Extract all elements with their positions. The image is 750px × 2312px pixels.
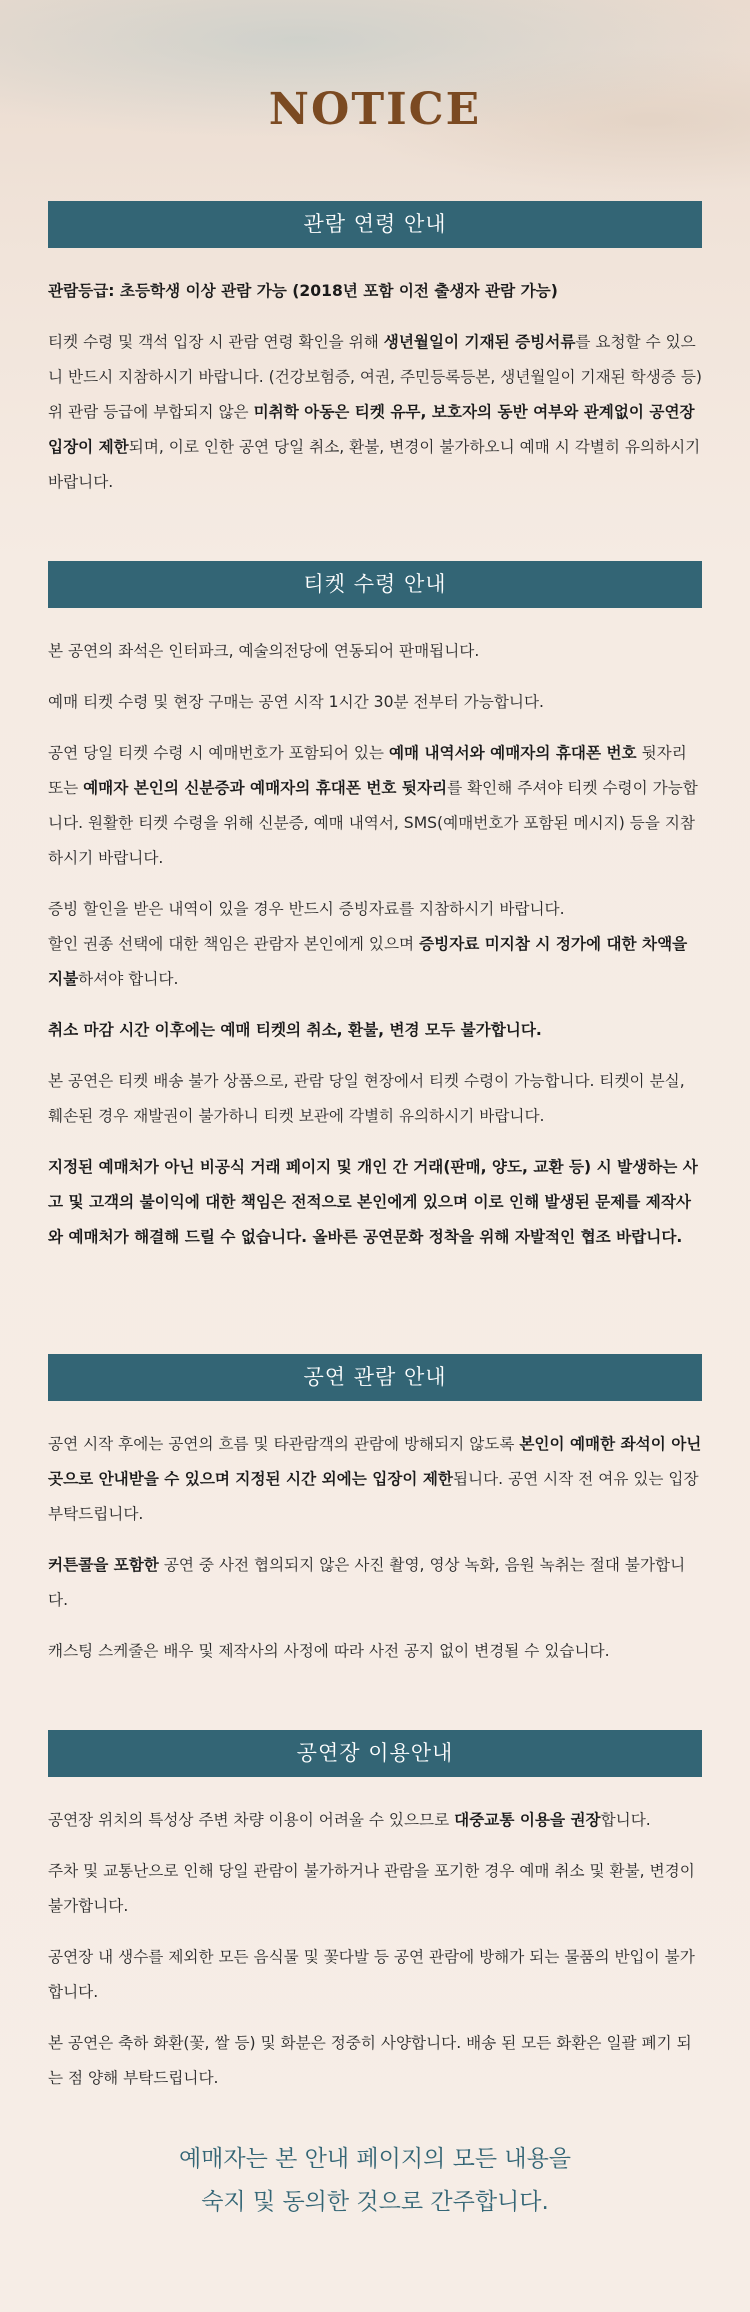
text-run: 를 확인해 주셔야 티켓 수령이 가능합니다. 원활한 티켓 수령을 위해 신분증, 예매 내역서, SMS(예매번호가 포함된 메시지) 등을 지참하시기 바랍니다.: [48, 779, 698, 867]
text-run: 본 공연은 축하 화환(꽃, 쌀 등) 및 화분은 정중히 사양합니다. 배송 된 모든 화환은 일괄 폐기 되는 점 양해 부탁드립니다.: [48, 2034, 692, 2087]
text-run: 캐스팅 스케줄은 배우 및 제작사의 사정에 따라 사전 공지 없이 변경될 수 있습니다.: [48, 1642, 610, 1660]
section-body: [48, 1427, 702, 1669]
text-run: 되며, 이로 인한 공연 당일 취소, 환불, 변경이 불가하오니 예매 시 각별히 유의하시기 바랍니다.: [48, 438, 701, 491]
paragraph: [48, 1013, 702, 1048]
emphasis-text: 커튼콜을 포함한: [48, 1556, 159, 1574]
paragraph: [48, 892, 702, 927]
paragraph: [48, 1854, 702, 1924]
paragraph: [48, 634, 702, 669]
text-run: 공연장 내 생수를 제외한 모든 음식물 및 꽃다발 등 공연 관람에 방해가 되는 물품의 반입이 불가합니다.: [48, 1948, 695, 2001]
paragraph: [48, 1427, 702, 1532]
paragraph: [48, 1940, 702, 2010]
paragraph: [48, 927, 702, 997]
text-run: 하셔야 합니다.: [78, 970, 179, 988]
paragraph: [48, 1548, 702, 1618]
closing-notice: [0, 2138, 750, 2224]
paragraph: [48, 1150, 702, 1255]
closing-line: 예매자는 본 안내 페이지의 모든 내용을: [178, 2146, 572, 2172]
text-run: 할인 권종 선택에 대한 책임은 관람자 본인에게 있으며: [48, 935, 420, 953]
emphasis-text: 대중교통 이용을 권장: [454, 1811, 601, 1829]
paragraph: [48, 736, 702, 876]
paragraph: [48, 325, 702, 500]
emphasis-text: 관람등급: 초등학생 이상 관람 가능 (2018년 포함 이전 출생자 관람 가능): [48, 282, 558, 300]
section-header: 티켓 수령 안내: [48, 561, 702, 608]
paragraph: [48, 685, 702, 720]
section-body: [48, 634, 702, 1255]
paragraph: [48, 274, 702, 309]
closing-line: 숙지 및 동의한 것으로 간주합니다.: [201, 2189, 549, 2215]
section-viewing-guide: [48, 1354, 702, 1685]
text-run: 공연 당일 티켓 수령 시 예매번호가 포함되어 있는: [48, 744, 389, 762]
text-run: 합니다.: [600, 1811, 651, 1829]
text-run: 증빙 할인을 받은 내역이 있을 경우 반드시 증빙자료를 지참하시기 바랍니다.: [48, 900, 565, 918]
section-body: [48, 1803, 702, 2096]
text-run: 를 요청할 수 있으니 반드시 지참하시기 바랍니다. (건강보험증, 여권, 주민등록등본, 생년월일이 기재된 학생증 등) 위 관람 등급에 부합되지 않은: [48, 333, 702, 421]
text-run: 됩니다. 공연 시작 전 여유 있는 입장 부탁드립니다.: [48, 1470, 699, 1523]
text-run: 공연 중 사전 협의되지 않은 사진 촬영, 영상 녹화, 음원 녹취는 절대 불가합니다.: [48, 1556, 686, 1609]
emphasis-text: 미취학 아동은 티켓 유무, 보호자의 동반 여부와 관계없이 공연장 입장이 제한: [48, 403, 695, 456]
text-run: 공연장 위치의 특성상 주변 차량 이용이 어려울 수 있으므로: [48, 1811, 455, 1829]
emphasis-text: 예매자 본인의 신분증과 예매자의 휴대폰 번호 뒷자리: [83, 779, 448, 797]
text-run: 본 공연은 티켓 배송 불가 상품으로, 관람 당일 현장에서 티켓 수령이 가능합니다. 티켓이 분실, 훼손된 경우 재발권이 불가하니 티켓 보관에 각별히 유의하시기 바랍니다.: [48, 1072, 685, 1125]
text-run: 공연 시작 후에는 공연의 흐름 및 타관람객의 관람에 방해되지 않도록: [48, 1435, 520, 1453]
paragraph: [48, 1634, 702, 1669]
emphasis-text: 지정된 예매처가 아닌 비공식 거래 페이지 및 개인 간 거래(판매, 양도, 교환 등) 시 발생하는 사고 및 고객의 불이익에 대한 책임은 전적으로 본인에게 있으며 이로 인해 발생된 문제를 제작사와 예매처가 해결해 드릴 수 없습니다. 올바른 공연문화 정착을 위해 자발적인 협조 바랍니다.: [48, 1158, 698, 1246]
paragraph: [48, 1803, 702, 1838]
section-header: 공연 관람 안내: [48, 1354, 702, 1401]
text-run: 뒷자리 또는: [48, 744, 687, 797]
section-header: 관람 연령 안내: [48, 201, 702, 248]
emphasis-text: 취소 마감 시간 이후에는 예매 티켓의 취소, 환불, 변경 모두 불가합니다.: [48, 1021, 542, 1039]
section-ticket-pickup: [48, 561, 702, 1271]
emphasis-text: 본인이 예매한 좌석이 아닌 곳으로 안내받을 수 있으며 지정된 시간 외에는 입장이 제한: [48, 1435, 702, 1488]
paragraph: [48, 1064, 702, 1134]
section-venue-guide: [48, 1730, 702, 2112]
emphasis-text: 예매 내역서와 예매자의 휴대폰 번호: [388, 744, 637, 762]
section-header: 공연장 이용안내: [48, 1730, 702, 1777]
text-run: 티켓 수령 및 객석 입장 시 관람 연령 확인을 위해: [48, 333, 384, 351]
paragraph: [48, 2026, 702, 2096]
page-title: NOTICE: [268, 84, 482, 135]
text-run: 본 공연의 좌석은 인터파크, 예술의전당에 연동되어 판매됩니다.: [48, 642, 480, 660]
emphasis-text: 생년월일이 기재된 증빙서류: [383, 333, 576, 351]
section-age-guide: [48, 201, 702, 516]
section-body: [48, 274, 702, 500]
text-run: 주차 및 교통난으로 인해 당일 관람이 불가하거나 관람을 포기한 경우 예매 취소 및 환불, 변경이 불가합니다.: [48, 1862, 695, 1915]
text-run: 예매 티켓 수령 및 현장 구매는 공연 시작 1시간 30분 전부터 가능합니다.: [48, 693, 544, 711]
emphasis-text: 증빙자료 미지참 시 정가에 대한 차액을 지불: [48, 935, 688, 988]
